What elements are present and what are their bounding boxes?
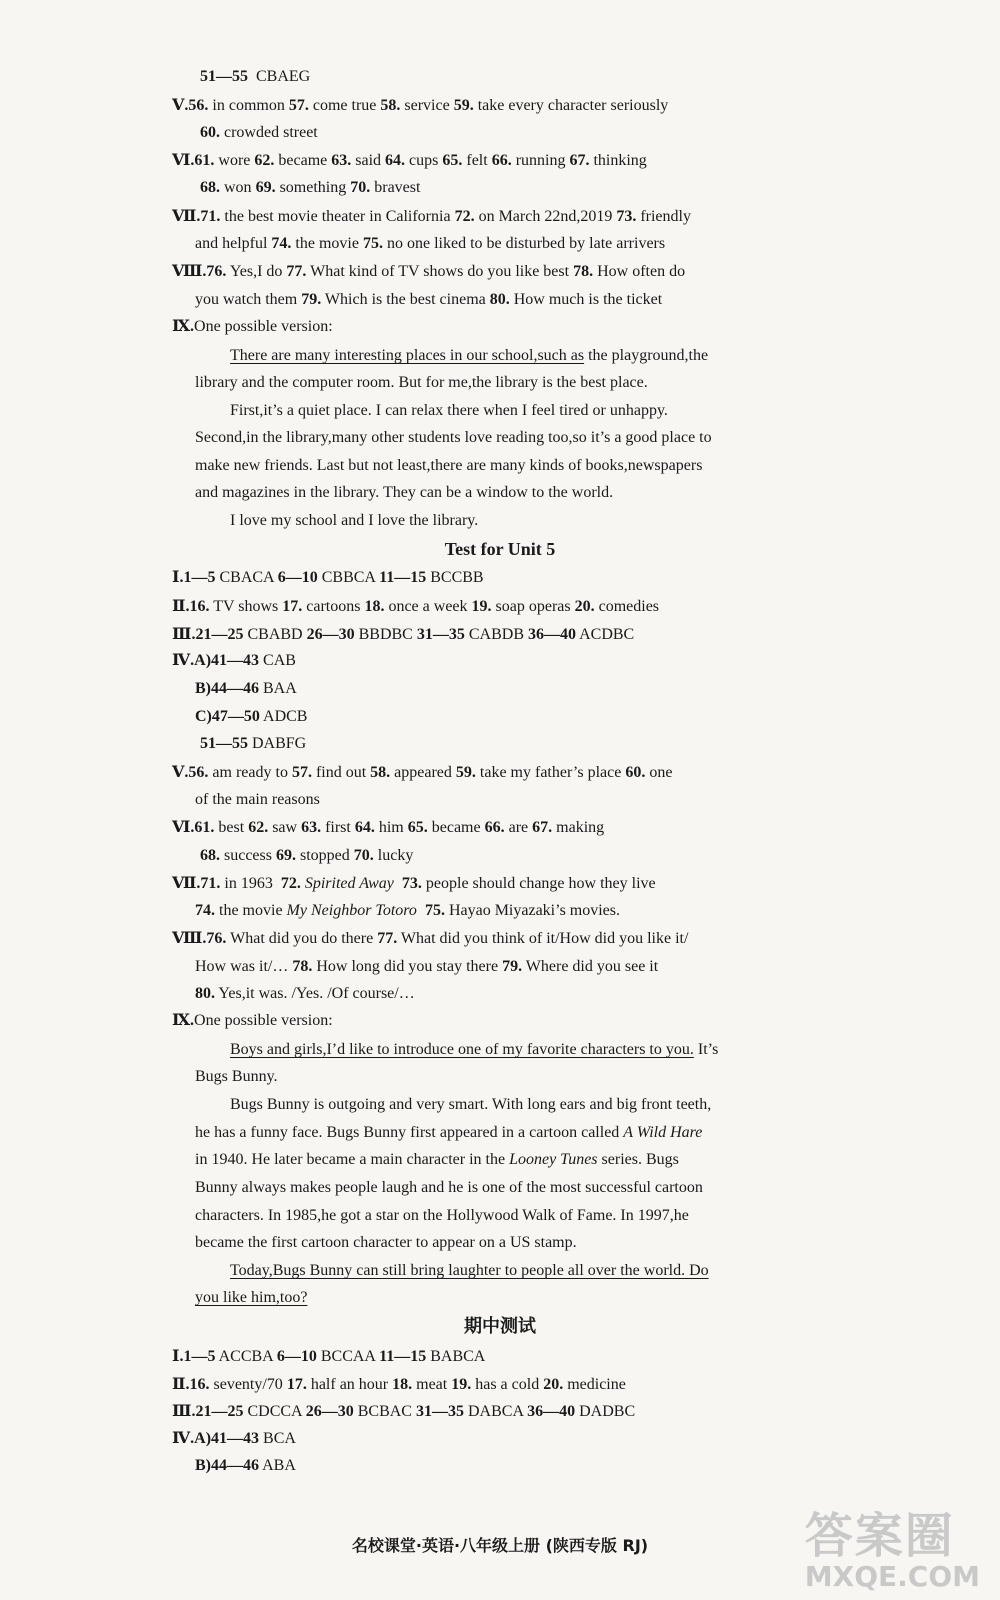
item-number: 31—35	[415, 1403, 464, 1420]
answer-text: friendly	[636, 208, 691, 225]
essay-line: became the first cartoon character to appear on a US stamp.	[195, 1234, 577, 1251]
answer-text: are	[504, 819, 533, 836]
item-number: 77.	[377, 930, 398, 947]
answer-text: DABCA	[463, 1403, 528, 1420]
item-number: 72.	[454, 208, 475, 225]
item-number: 63.	[331, 152, 352, 169]
answer-text: What did you think of it/How did you like it/	[397, 930, 689, 947]
answer-text: service	[400, 97, 454, 114]
underlined-sentence: you like him,too?	[195, 1289, 308, 1306]
item-number: 80.	[489, 291, 510, 308]
answer-text: CBBCA	[317, 569, 380, 586]
item-number: 59.	[453, 97, 474, 114]
item-number: 21—25	[195, 626, 244, 643]
answer-text: Yes,I do	[226, 263, 287, 280]
answer-text: thinking	[589, 152, 647, 169]
answer-text: cartoons	[302, 598, 365, 615]
answer-text: How much is the ticket	[509, 291, 663, 308]
answer-text: My Neighbor Totoro	[286, 902, 417, 919]
answer-text: said	[351, 152, 386, 169]
answer-line	[172, 207, 691, 227]
section-title: Test for Unit 5	[444, 539, 556, 559]
item-number: 79.	[502, 958, 523, 975]
answer-text: in common	[208, 97, 289, 114]
answer-text: success	[220, 847, 276, 864]
answer-text: seventy/70	[209, 1376, 287, 1393]
answer-text: DABFG	[248, 735, 307, 752]
item-number: 78.	[292, 958, 313, 975]
answer-text: meat	[412, 1376, 452, 1393]
item-number: 60.	[200, 124, 220, 141]
item-number: 61.	[194, 152, 215, 169]
answer-text: saw	[268, 819, 302, 836]
essay-line	[195, 1288, 307, 1308]
answer-text: the best movie theater in California	[220, 208, 455, 225]
answer-text: once a week	[384, 598, 472, 615]
section-label: One possible version:	[194, 1012, 333, 1029]
answer-line	[195, 957, 658, 977]
answer-line	[195, 679, 297, 699]
answer-text: comedies	[594, 598, 660, 615]
section-numeral: Ⅵ.	[172, 152, 195, 169]
item-number: 62.	[254, 152, 275, 169]
answer-text: am ready to	[208, 764, 292, 781]
answer-text: How was it/…	[195, 958, 293, 975]
answer-line	[172, 625, 634, 645]
answer-line	[200, 734, 306, 754]
answer-line	[200, 846, 413, 866]
item-number: 17.	[286, 1376, 307, 1393]
section-title: 期中测试	[464, 1316, 536, 1337]
essay-title-italic: A Wild Hare	[623, 1124, 703, 1141]
answer-line	[172, 1347, 485, 1367]
answer-line	[172, 262, 685, 282]
item-number: 16.	[189, 598, 210, 615]
section-numeral: Ⅱ.	[172, 1376, 190, 1393]
section-numeral: Ⅳ.	[172, 1430, 195, 1447]
essay-line: Second,in the library,many other students love reading too,so it’s a good place to	[195, 429, 712, 446]
item-number: 71.	[200, 875, 221, 892]
section-numeral: Ⅰ.	[172, 569, 184, 586]
item-number: 66.	[484, 819, 505, 836]
section-label: One possible version:	[194, 318, 333, 335]
item-number: 36—40	[527, 1403, 576, 1420]
item-number: 80.	[195, 985, 215, 1002]
answer-text: BCBAC	[353, 1403, 416, 1420]
answer-text: Where did you see it	[522, 958, 659, 975]
answer-line	[195, 1456, 296, 1476]
essay-title-italic: Looney Tunes	[509, 1151, 598, 1168]
answer-text: half an hour	[306, 1376, 393, 1393]
essay-line: characters. In 1985,he got a star on the Hollywood Walk of Fame. In 1997,he	[195, 1207, 689, 1224]
answer-text: How often do	[593, 263, 686, 280]
item-number: 56.	[188, 764, 209, 781]
item-number: 66.	[491, 152, 512, 169]
answer-text: won	[220, 179, 256, 196]
answer-text: DADBC	[575, 1403, 636, 1420]
answer-line	[195, 234, 665, 254]
item-number: 62.	[248, 819, 269, 836]
item-number: 18.	[392, 1376, 413, 1393]
item-number: 74.	[271, 235, 292, 252]
section-numeral: Ⅵ.	[172, 819, 195, 836]
answer-text: of the main reasons	[195, 791, 320, 808]
answer-text: What did you do there	[226, 930, 378, 947]
item-number: 76.	[206, 930, 227, 947]
essay-line: library and the computer room. But for me,the library is the best place.	[195, 374, 648, 391]
item-number: 18.	[364, 598, 385, 615]
item-number: 16.	[189, 1376, 210, 1393]
answer-text: What kind of TV shows do you like best	[306, 263, 574, 280]
essay-line	[195, 1123, 702, 1143]
section-numeral: Ⅲ.	[172, 1403, 196, 1420]
essay-line	[230, 1040, 718, 1060]
item-number: 6—10	[276, 1348, 317, 1365]
section-numeral: Ⅶ.	[172, 208, 201, 225]
item-number: 36—40	[527, 626, 576, 643]
item-number: 56.	[188, 97, 209, 114]
item-number: 73.	[401, 875, 422, 892]
underlined-sentence: Today,Bugs Bunny can still bring laughter to people all over the world. Do	[230, 1262, 709, 1279]
section-heading	[172, 1011, 333, 1031]
essay-line: Bugs Bunny is outgoing and very smart. With long ears and big front teeth,	[230, 1096, 712, 1113]
answer-text: CBAEG	[256, 68, 311, 85]
essay-line	[195, 1150, 679, 1170]
item-number: 64.	[354, 819, 375, 836]
item-number: 57.	[291, 764, 312, 781]
item-number: 65.	[407, 819, 428, 836]
answer-text: you watch them	[195, 291, 302, 308]
answer-text: ADCB	[259, 708, 308, 725]
answer-line	[172, 96, 668, 116]
item-number: 19.	[471, 598, 492, 615]
answer-text: something	[275, 179, 351, 196]
answer-text: ACDBC	[575, 626, 635, 643]
item-number: 79.	[301, 291, 322, 308]
answer-line	[172, 151, 647, 171]
answer-text: people should change how they live	[421, 875, 656, 892]
essay-line	[230, 346, 708, 366]
answer-text: BCCBB	[426, 569, 484, 586]
section-numeral: Ⅴ.	[172, 97, 189, 114]
item-number: 69.	[255, 179, 276, 196]
section-numeral: Ⅴ.	[172, 764, 189, 781]
answer-text: in 1963	[220, 875, 277, 892]
watermark-logo	[805, 1510, 980, 1592]
answer-line	[172, 763, 672, 783]
item-number: 68.	[200, 179, 220, 196]
section-numeral: Ⅳ.	[172, 652, 195, 669]
answer-text: How long did you stay there	[312, 958, 503, 975]
answer-line	[172, 874, 656, 894]
item-number: 60.	[625, 764, 646, 781]
answer-text: has a cold	[471, 1376, 544, 1393]
answer-text: him	[374, 819, 408, 836]
answer-text: soap operas	[491, 598, 575, 615]
item-number: 68.	[200, 847, 220, 864]
answer-text: CDCCA	[243, 1403, 306, 1420]
item-number: 74.	[195, 902, 215, 919]
answer-text: running	[511, 152, 570, 169]
item-number: 77.	[286, 263, 307, 280]
essay-text: he has a funny face. Bugs Bunny first appeared in a cartoon called	[195, 1124, 624, 1141]
item-number: 11—15	[379, 569, 427, 586]
answer-line	[172, 929, 688, 949]
item-number: 51—55	[200, 735, 248, 752]
answer-text: and helpful	[195, 235, 272, 252]
answer-line	[172, 568, 484, 588]
answer-line	[172, 818, 604, 838]
answer-text: BAA	[259, 680, 297, 697]
item-number: 1—5	[183, 1348, 216, 1365]
answer-text: CAB	[259, 652, 296, 669]
answer-line	[172, 1429, 296, 1449]
essay-text: the playground,the	[584, 347, 709, 364]
item-number: 64.	[385, 152, 406, 169]
item-number: 59.	[455, 764, 476, 781]
section-numeral: Ⅱ.	[172, 598, 190, 615]
item-number: B)44—46	[195, 680, 259, 697]
essay-line: and magazines in the library. They can be a window to the world.	[195, 484, 614, 501]
item-number: 69.	[275, 847, 296, 864]
answer-text: Spirited Away	[304, 875, 394, 892]
page-footer: 名校课堂·英语·八年级上册 (陕西专版 RJ)	[351, 1536, 649, 1555]
item-number: 67.	[532, 819, 553, 836]
essay-line: make new friends. Last but not least,there are many kinds of books,newspapers	[195, 457, 703, 474]
essay-line	[230, 1261, 709, 1281]
underlined-sentence: Boys and girls,I’d like to introduce one of my favorite characters to you.	[230, 1041, 694, 1058]
answer-text: one	[645, 764, 673, 781]
essay-text: It’s	[693, 1041, 719, 1058]
answer-text: Yes,it was. /Yes. /Of course/…	[215, 985, 415, 1002]
answer-text: TV shows	[209, 598, 283, 615]
item-number: 11—15	[379, 1348, 427, 1365]
item-number: 26—30	[306, 626, 355, 643]
essay-text: in 1940. He later became a main character in the	[195, 1151, 510, 1168]
answer-line	[172, 1375, 626, 1395]
answer-text: felt	[462, 152, 492, 169]
item-number: 72.	[280, 875, 301, 892]
answer-line	[200, 67, 310, 87]
item-number: A)41—43	[194, 1430, 260, 1447]
essay-text: series. Bugs	[597, 1151, 679, 1168]
item-number: 6—10	[277, 569, 318, 586]
answer-text: Hayao Miyazaki’s movies.	[444, 902, 621, 919]
answer-line	[195, 984, 415, 1004]
essay-line: Bunny always makes people laugh and he is one of the most successful cartoon	[195, 1179, 703, 1196]
answer-text: best	[214, 819, 249, 836]
essay-line: I love my school and I love the library.	[230, 512, 479, 529]
item-number: B)44—46	[195, 1457, 259, 1474]
section-numeral: Ⅷ.	[172, 930, 207, 947]
answer-text: CBABD	[243, 626, 307, 643]
answer-text: first	[321, 819, 355, 836]
answer-text: BBDBC	[354, 626, 417, 643]
item-number: 65.	[442, 152, 463, 169]
answer-text: no one liked to be disturbed by late arrivers	[382, 235, 666, 252]
answer-text: lucky	[373, 847, 414, 864]
watermark-text: 答案圈	[804, 1508, 955, 1564]
item-number: 67.	[569, 152, 590, 169]
answer-text: bravest	[370, 179, 421, 196]
answer-text: come true	[308, 97, 381, 114]
item-number: 78.	[573, 263, 594, 280]
item-number: 73.	[616, 208, 637, 225]
item-number: 71.	[200, 208, 221, 225]
answer-line	[195, 901, 620, 921]
item-number: 31—35	[416, 626, 465, 643]
item-number: 20.	[574, 598, 595, 615]
item-number: 75.	[362, 235, 383, 252]
answer-text: making	[552, 819, 605, 836]
answer-text: stopped	[295, 847, 354, 864]
essay-line: Bugs Bunny.	[195, 1068, 278, 1085]
item-number: C)47—50	[195, 708, 260, 725]
answer-text: appeared	[390, 764, 456, 781]
section-numeral: Ⅸ.	[172, 318, 195, 335]
underlined-sentence: There are many interesting places in our school,such as	[230, 347, 585, 364]
answer-text: cups	[405, 152, 443, 169]
answer-line	[200, 178, 420, 198]
answer-line	[172, 597, 659, 617]
item-number: 21—25	[195, 1403, 244, 1420]
watermark-site: MXQE.COM	[804, 1560, 980, 1593]
item-number: A)41—43	[194, 652, 260, 669]
item-number: 51—55	[200, 68, 248, 85]
section-heading	[172, 317, 333, 337]
answer-text: medicine	[563, 1376, 626, 1393]
section-numeral: Ⅸ.	[172, 1012, 195, 1029]
item-number: 63.	[301, 819, 322, 836]
item-number: 75.	[424, 902, 445, 919]
answer-text: find out	[311, 764, 371, 781]
item-number: 26—30	[305, 1403, 354, 1420]
item-number: 70.	[350, 179, 371, 196]
item-number: 17.	[282, 598, 303, 615]
item-number: 1—5	[183, 569, 216, 586]
answer-text: take my father’s place	[475, 764, 626, 781]
answer-text: crowded street	[220, 124, 318, 141]
answer-text: became	[274, 152, 332, 169]
answer-text: the movie	[291, 235, 363, 252]
answer-text: take every character seriously	[473, 97, 669, 114]
essay-line: First,it’s a quiet place. I can relax there when I feel tired or unhappy.	[230, 402, 668, 419]
section-numeral: Ⅰ.	[172, 1348, 184, 1365]
item-number: 70.	[353, 847, 374, 864]
answer-text: ABA	[259, 1457, 296, 1474]
item-number: 58.	[380, 97, 401, 114]
item-number: 20.	[543, 1376, 564, 1393]
item-number: 61.	[194, 819, 215, 836]
answer-text: the movie	[215, 902, 287, 919]
section-numeral: Ⅶ.	[172, 875, 201, 892]
answer-text: became	[427, 819, 485, 836]
answer-text: CBACA	[215, 569, 278, 586]
answer-line	[172, 1402, 635, 1422]
section-numeral: Ⅷ.	[172, 263, 207, 280]
item-number: 57.	[288, 97, 309, 114]
answer-line	[172, 651, 296, 671]
answer-text: BCCAA	[316, 1348, 380, 1365]
answer-text: BABCA	[426, 1348, 486, 1365]
answer-line	[200, 123, 318, 143]
item-number: 58.	[370, 764, 391, 781]
answer-text: wore	[214, 152, 255, 169]
answer-text: on March 22nd,2019	[474, 208, 617, 225]
section-numeral: Ⅲ.	[172, 626, 196, 643]
answer-text: BCA	[259, 1430, 296, 1447]
item-number: 19.	[451, 1376, 472, 1393]
answer-text: CABDB	[464, 626, 528, 643]
item-number: 76.	[206, 263, 227, 280]
answer-line	[195, 707, 307, 727]
answer-line	[195, 290, 662, 310]
answer-line	[195, 790, 320, 810]
answer-text: ACCBA	[215, 1348, 277, 1365]
answer-text: Which is the best cinema	[321, 291, 490, 308]
